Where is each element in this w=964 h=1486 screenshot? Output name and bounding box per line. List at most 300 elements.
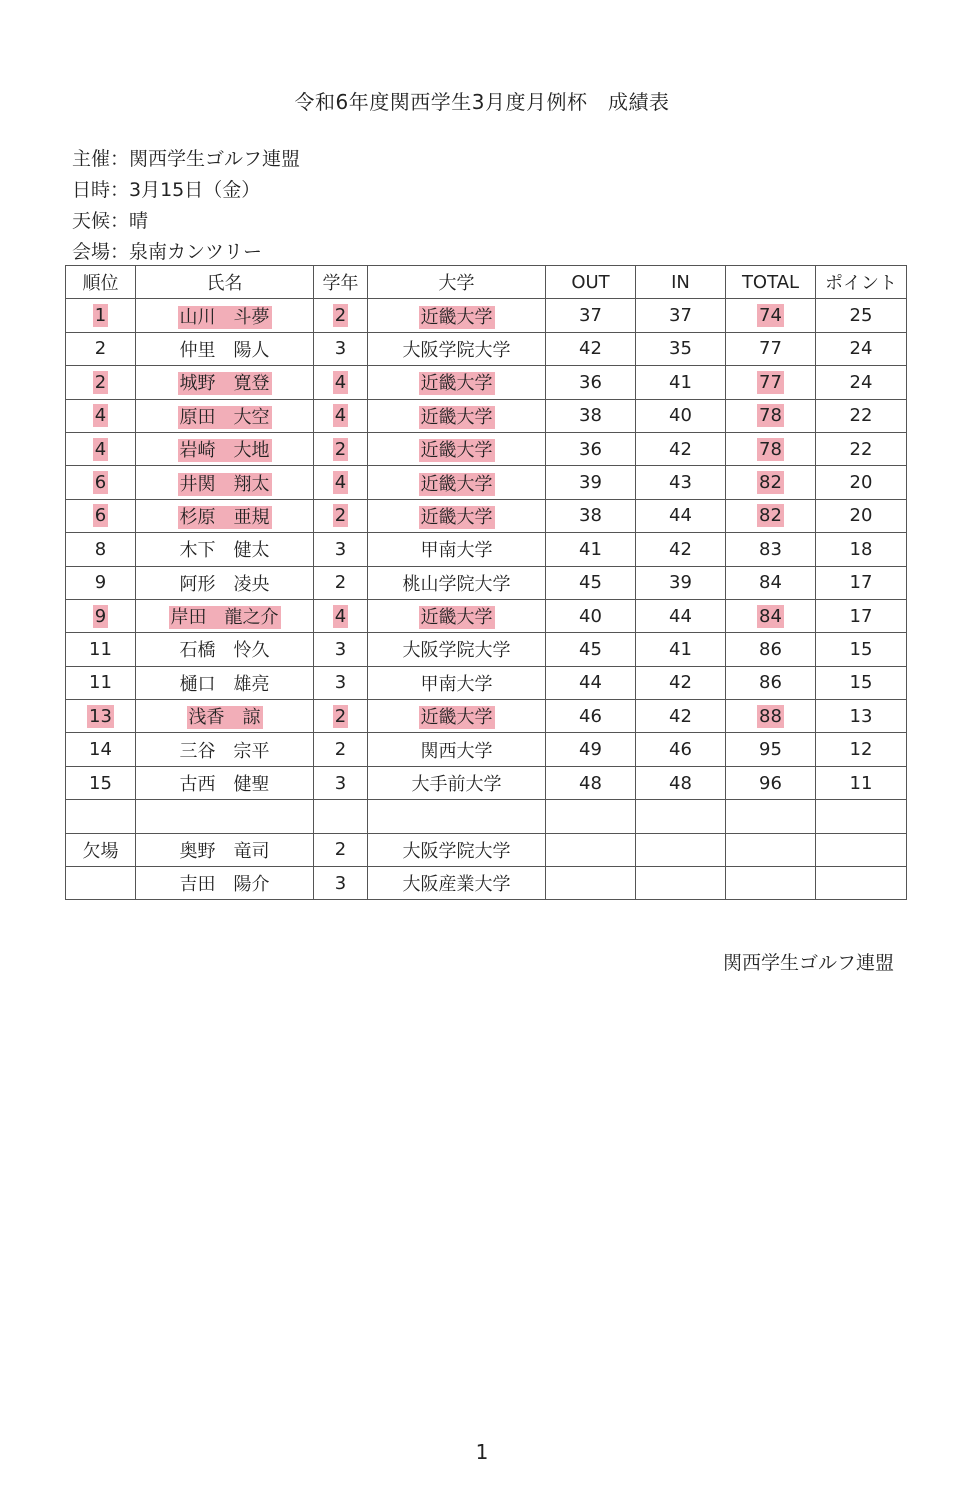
- cell-in: [636, 299, 726, 332]
- cell-name-text: 杉原 亜規: [179, 506, 270, 528]
- cell-rank-text: 1: [94, 305, 107, 327]
- cell-name: [136, 366, 314, 399]
- cell-points: [816, 599, 907, 632]
- cell-grade: [314, 867, 368, 900]
- cell-name: [136, 766, 314, 799]
- table-header-row: [66, 266, 907, 299]
- table-row: [66, 666, 907, 699]
- header-points: ポイント: [816, 266, 907, 299]
- cell-university-text: 近畿大学: [420, 707, 493, 729]
- cell-name-text: 浅香 諒: [188, 707, 261, 729]
- table-row: [66, 867, 907, 900]
- cell-in-text: 42: [669, 438, 692, 460]
- cell-out: [546, 466, 636, 499]
- cell-grade: [314, 332, 368, 365]
- cell-out: [546, 533, 636, 566]
- cell-out: [546, 499, 636, 532]
- cell-total: [726, 599, 816, 632]
- cell-university-text: 近畿大学: [420, 607, 493, 629]
- cell-points-text: 22: [849, 438, 873, 460]
- cell-total-text: 82: [759, 472, 782, 494]
- cell-grade-text: 2: [334, 305, 347, 327]
- date-line: 日時：3月15日（金）: [72, 179, 261, 201]
- cell-in-text: 46: [669, 739, 692, 761]
- cell-total: [726, 733, 816, 766]
- cell-in-text: 42: [669, 672, 692, 694]
- cell-out: [546, 633, 636, 666]
- cell-rank: [66, 700, 136, 733]
- cell-out: [546, 332, 636, 365]
- table-row: [66, 833, 907, 866]
- cell-rank: [66, 566, 136, 599]
- cell-in: [636, 666, 726, 699]
- cell-grade-text: 3: [334, 872, 347, 894]
- cell-rank-text: 8: [94, 538, 107, 560]
- cell-university: [368, 599, 546, 632]
- cell-out: [546, 766, 636, 799]
- cell-university-text: 大阪学院大学: [402, 840, 511, 862]
- cell-points: [816, 432, 907, 465]
- cell-name: [136, 666, 314, 699]
- cell-points: [816, 366, 907, 399]
- cell-out: [546, 867, 636, 900]
- cell-in-text: 43: [669, 472, 692, 494]
- table-row: [66, 633, 907, 666]
- cell-total: [726, 466, 816, 499]
- cell-out: [546, 800, 636, 833]
- header-rank: 順位: [66, 266, 136, 299]
- cell-out: [546, 599, 636, 632]
- cell-points: [816, 700, 907, 733]
- cell-university: [368, 566, 546, 599]
- cell-out-text: 40: [579, 605, 602, 627]
- cell-total-text: 74: [759, 305, 782, 327]
- cell-out-text: 45: [579, 572, 602, 594]
- cell-in: [636, 432, 726, 465]
- cell-university-text: 近畿大学: [420, 440, 493, 462]
- table-row: [66, 733, 907, 766]
- cell-total-text: 78: [759, 438, 782, 460]
- cell-name-text: 木下 健太: [179, 540, 270, 562]
- cell-rank-text: 2: [94, 338, 107, 360]
- cell-university-text: 近畿大学: [420, 406, 493, 428]
- cell-in: [636, 599, 726, 632]
- cell-in-text: 35: [669, 338, 692, 360]
- cell-points-text: 15: [849, 672, 873, 694]
- header-name: 氏名: [136, 266, 314, 299]
- cell-university-text: 大阪産業大学: [402, 874, 511, 896]
- cell-points: [816, 867, 907, 900]
- table-row: [66, 432, 907, 465]
- cell-total: [726, 833, 816, 866]
- cell-university: [368, 499, 546, 532]
- cell-in-text: 41: [669, 371, 692, 393]
- cell-out-text: 44: [579, 672, 602, 694]
- cell-out: [546, 566, 636, 599]
- cell-grade: [314, 399, 368, 432]
- cell-rank: [66, 533, 136, 566]
- cell-rank: [66, 666, 136, 699]
- cell-rank: [66, 466, 136, 499]
- cell-total: [726, 499, 816, 532]
- cell-points: [816, 299, 907, 332]
- cell-name-text: 石橋 怜久: [179, 640, 270, 662]
- cell-grade: [314, 599, 368, 632]
- cell-grade: [314, 566, 368, 599]
- cell-name: [136, 800, 314, 833]
- cell-points: [816, 633, 907, 666]
- table-row: [66, 533, 907, 566]
- cell-total: [726, 700, 816, 733]
- cell-name: [136, 733, 314, 766]
- cell-name: [136, 332, 314, 365]
- cell-points: [816, 733, 907, 766]
- cell-rank-text: 11: [89, 672, 112, 694]
- cell-grade-text: 3: [334, 338, 347, 360]
- cell-grade-text: 2: [334, 572, 347, 594]
- weather-line: 天候：晴: [72, 210, 149, 232]
- cell-points: [816, 666, 907, 699]
- cell-points: [816, 466, 907, 499]
- cell-total: [726, 332, 816, 365]
- cell-grade: [314, 633, 368, 666]
- cell-out: [546, 299, 636, 332]
- table-row: [66, 766, 907, 799]
- table-row: [66, 700, 907, 733]
- cell-rank-text: 13: [89, 705, 112, 727]
- cell-in: [636, 533, 726, 566]
- cell-grade-text: 2: [334, 739, 347, 761]
- cell-out-text: 46: [579, 705, 602, 727]
- cell-rank-text: 6: [94, 472, 107, 494]
- cell-grade: [314, 499, 368, 532]
- cell-out: [546, 733, 636, 766]
- cell-grade-text: 3: [334, 672, 347, 694]
- cell-total-text: 95: [759, 739, 782, 761]
- cell-university: [368, 800, 546, 833]
- cell-university: [368, 466, 546, 499]
- cell-grade: [314, 833, 368, 866]
- cell-in-text: 44: [669, 505, 692, 527]
- cell-name-text: 奥野 竜司: [179, 840, 270, 862]
- cell-rank-text: 6: [94, 505, 107, 527]
- cell-grade: [314, 299, 368, 332]
- table-row: [66, 332, 907, 365]
- cell-in-text: 40: [669, 405, 692, 427]
- table-row: [66, 566, 907, 599]
- table-row: [66, 399, 907, 432]
- cell-points-text: 12: [849, 739, 873, 761]
- cell-rank-text: 4: [94, 438, 107, 460]
- cell-total-text: 84: [759, 572, 782, 594]
- cell-university-text: 近畿大学: [420, 373, 493, 395]
- cell-name-text: 岩崎 大地: [179, 440, 270, 462]
- header-in: IN: [636, 266, 726, 299]
- cell-grade: [314, 533, 368, 566]
- cell-university-text: 近畿大学: [420, 473, 493, 495]
- cell-rank: [66, 867, 136, 900]
- cell-university-text: 大手前大学: [411, 774, 502, 796]
- cell-total: [726, 800, 816, 833]
- cell-total: [726, 766, 816, 799]
- cell-total: [726, 299, 816, 332]
- cell-in: [636, 366, 726, 399]
- cell-name: [136, 299, 314, 332]
- cell-grade: [314, 366, 368, 399]
- cell-university: [368, 399, 546, 432]
- cell-total: [726, 566, 816, 599]
- cell-university: [368, 299, 546, 332]
- cell-rank: [66, 733, 136, 766]
- cell-points: [816, 332, 907, 365]
- cell-grade-text: 3: [334, 638, 347, 660]
- cell-total-text: 77: [759, 371, 782, 393]
- cell-grade-text: 2: [334, 438, 347, 460]
- table-row: [66, 299, 907, 332]
- cell-name-text: 井関 翔太: [179, 473, 270, 495]
- cell-university-text: 近畿大学: [420, 306, 493, 328]
- cell-out: [546, 833, 636, 866]
- cell-grade-text: 2: [334, 705, 347, 727]
- cell-in: [636, 766, 726, 799]
- page-title: 令和6年度関西学生3月度月例杯 成績表: [294, 90, 670, 114]
- cell-points: [816, 833, 907, 866]
- cell-out-text: 48: [579, 772, 602, 794]
- header-out: OUT: [546, 266, 636, 299]
- cell-university: [368, 766, 546, 799]
- cell-grade: [314, 666, 368, 699]
- cell-grade-text: 4: [334, 472, 347, 494]
- cell-out: [546, 399, 636, 432]
- cell-rank: [66, 833, 136, 866]
- header-total: TOTAL: [726, 266, 816, 299]
- organizer-line: 主催：関西学生ゴルフ連盟: [72, 148, 301, 170]
- cell-name: [136, 700, 314, 733]
- cell-in-text: 39: [669, 572, 692, 594]
- cell-in: [636, 733, 726, 766]
- cell-rank: [66, 366, 136, 399]
- cell-grade-text: 2: [334, 839, 347, 861]
- cell-university: [368, 867, 546, 900]
- cell-out-text: 42: [579, 338, 602, 360]
- cell-grade: [314, 800, 368, 833]
- cell-out-text: 37: [579, 305, 602, 327]
- cell-points: [816, 800, 907, 833]
- cell-name: [136, 833, 314, 866]
- cell-in: [636, 499, 726, 532]
- cell-points: [816, 533, 907, 566]
- cell-name-text: 山川 斗夢: [179, 306, 270, 328]
- cell-points-text: 20: [849, 472, 873, 494]
- cell-university-text: 関西大学: [420, 740, 493, 762]
- cell-rank: [66, 432, 136, 465]
- cell-in-text: 42: [669, 538, 692, 560]
- cell-out-text: 39: [579, 472, 602, 494]
- cell-out-text: 41: [579, 538, 602, 560]
- cell-in: [636, 867, 726, 900]
- cell-name: [136, 466, 314, 499]
- cell-university-text: 甲南大学: [420, 673, 493, 695]
- cell-points-text: 22: [849, 405, 873, 427]
- cell-rank-text: 2: [94, 371, 107, 393]
- cell-total-text: 82: [759, 505, 782, 527]
- cell-total-text: 78: [759, 405, 782, 427]
- cell-total: [726, 399, 816, 432]
- cell-points-text: 20: [849, 505, 873, 527]
- cell-name: [136, 566, 314, 599]
- cell-university-text: 大阪学院大学: [402, 339, 511, 361]
- cell-total-text: 86: [759, 638, 782, 660]
- cell-name-text: 古西 健聖: [179, 774, 270, 796]
- cell-out-text: 38: [579, 405, 602, 427]
- cell-points-text: 17: [849, 605, 873, 627]
- cell-rank-text: 欠場: [82, 840, 119, 862]
- cell-rank-text: 15: [89, 772, 112, 794]
- cell-grade-text: 2: [334, 505, 347, 527]
- cell-in: [636, 332, 726, 365]
- cell-name: [136, 399, 314, 432]
- cell-total: [726, 366, 816, 399]
- cell-name-text: 岸田 龍之介: [170, 607, 279, 629]
- cell-out-text: 38: [579, 505, 602, 527]
- table-row: [66, 599, 907, 632]
- cell-university: [368, 432, 546, 465]
- cell-points-text: 13: [849, 705, 873, 727]
- cell-university-text: 甲南大学: [420, 540, 493, 562]
- cell-rank: [66, 599, 136, 632]
- cell-in: [636, 633, 726, 666]
- header-university: 大学: [368, 266, 546, 299]
- cell-points-text: 25: [849, 305, 873, 327]
- cell-university: [368, 733, 546, 766]
- cell-points-text: 17: [849, 572, 873, 594]
- cell-points-text: 15: [849, 638, 873, 660]
- table-row: [66, 466, 907, 499]
- cell-name: [136, 499, 314, 532]
- cell-in-text: 42: [669, 705, 692, 727]
- footer-organization: 関西学生ゴルフ連盟: [722, 952, 894, 974]
- table-row: [66, 800, 907, 833]
- cell-grade-text: 3: [334, 772, 347, 794]
- cell-points: [816, 766, 907, 799]
- cell-points: [816, 566, 907, 599]
- cell-name-text: 阿形 凌央: [179, 573, 270, 595]
- cell-rank-text: 14: [89, 739, 112, 761]
- results-table: [65, 265, 907, 900]
- table-body: [66, 299, 907, 900]
- cell-rank-text: 4: [94, 405, 107, 427]
- cell-total: [726, 867, 816, 900]
- cell-total: [726, 633, 816, 666]
- cell-grade: [314, 733, 368, 766]
- cell-in: [636, 399, 726, 432]
- table-row: [66, 499, 907, 532]
- cell-rank: [66, 399, 136, 432]
- cell-name-text: 原田 大空: [179, 406, 270, 428]
- page-number: 1: [475, 1440, 489, 1464]
- cell-points-text: 18: [849, 538, 873, 560]
- cell-grade-text: 4: [334, 605, 347, 627]
- cell-rank: [66, 499, 136, 532]
- cell-total: [726, 533, 816, 566]
- cell-in-text: 48: [669, 772, 692, 794]
- cell-grade-text: 3: [334, 538, 347, 560]
- cell-university: [368, 633, 546, 666]
- cell-in: [636, 566, 726, 599]
- cell-rank-text: 9: [94, 605, 107, 627]
- cell-in-text: 44: [669, 605, 692, 627]
- cell-name: [136, 432, 314, 465]
- cell-university-text: 近畿大学: [420, 506, 493, 528]
- cell-name-text: 城野 寛登: [179, 373, 270, 395]
- cell-out: [546, 366, 636, 399]
- cell-rank: [66, 766, 136, 799]
- cell-total-text: 84: [759, 605, 782, 627]
- cell-university: [368, 533, 546, 566]
- cell-grade: [314, 466, 368, 499]
- cell-out-text: 49: [579, 739, 602, 761]
- cell-out-text: 36: [579, 438, 602, 460]
- cell-out: [546, 700, 636, 733]
- cell-name-text: 吉田 陽介: [179, 874, 270, 896]
- cell-university: [368, 332, 546, 365]
- cell-grade: [314, 766, 368, 799]
- cell-rank: [66, 332, 136, 365]
- cell-total-text: 83: [759, 538, 782, 560]
- cell-grade: [314, 432, 368, 465]
- cell-rank-text: 11: [89, 638, 112, 660]
- cell-university-text: 桃山学院大学: [402, 573, 511, 595]
- cell-grade: [314, 700, 368, 733]
- cell-name: [136, 633, 314, 666]
- cell-total-text: 96: [759, 772, 782, 794]
- cell-out-text: 45: [579, 638, 602, 660]
- cell-grade-text: 4: [334, 371, 347, 393]
- cell-total-text: 77: [759, 338, 782, 360]
- cell-in: [636, 700, 726, 733]
- cell-rank: [66, 800, 136, 833]
- cell-in: [636, 833, 726, 866]
- cell-in: [636, 800, 726, 833]
- cell-total-text: 86: [759, 672, 782, 694]
- cell-total-text: 88: [759, 705, 782, 727]
- cell-university-text: 大阪学院大学: [402, 640, 511, 662]
- cell-in-text: 37: [669, 305, 692, 327]
- cell-points-text: 11: [849, 772, 873, 794]
- cell-points-text: 24: [849, 371, 873, 393]
- cell-name: [136, 533, 314, 566]
- cell-out-text: 36: [579, 371, 602, 393]
- cell-total: [726, 432, 816, 465]
- cell-points-text: 24: [849, 338, 873, 360]
- cell-out: [546, 432, 636, 465]
- cell-points: [816, 399, 907, 432]
- cell-points: [816, 499, 907, 532]
- cell-rank: [66, 299, 136, 332]
- cell-grade-text: 4: [334, 405, 347, 427]
- cell-name-text: 樋口 雄亮: [179, 673, 270, 695]
- cell-name: [136, 867, 314, 900]
- cell-in-text: 41: [669, 638, 692, 660]
- cell-university: [368, 666, 546, 699]
- cell-name-text: 仲里 陽人: [179, 339, 270, 361]
- cell-total: [726, 666, 816, 699]
- cell-in: [636, 466, 726, 499]
- table-row: [66, 366, 907, 399]
- cell-university: [368, 700, 546, 733]
- header-grade: 学年: [314, 266, 368, 299]
- cell-name-text: 三谷 宗平: [179, 740, 270, 762]
